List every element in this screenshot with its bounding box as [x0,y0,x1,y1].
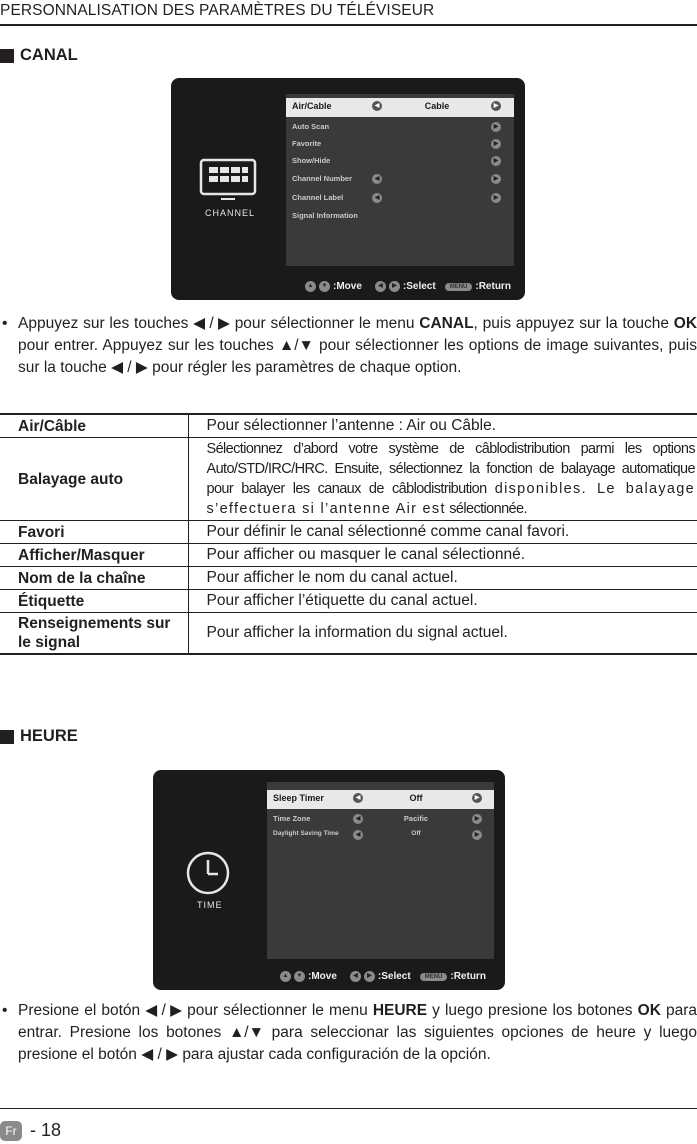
arrow-right-icon: ▶ [472,830,482,840]
up-icon: ▲ [280,971,291,982]
clock-icon [185,850,231,896]
left-right-arrows-icon: ◀ / ▶ [145,1002,183,1019]
arrow-right-icon: ▶ [491,193,501,203]
arrow-left-icon: ◀ [353,814,363,824]
arrow-left-icon: ◀ [353,830,363,840]
heure-menu-screenshot [153,770,505,990]
canal-instructions: • Appuyez sur les touches ◀ / ▶ pour sélectionner le menu CANAL, puis appuyez sur la touche OK pour entrer. Appuyez sur les touches ▲/▼ pour sélectionner les options de image suivantes, puis sur la touche ◀ / ▶ pour régler les paramètres de chaque option. [18,313,697,379]
left-right-arrows-icon: ◀ / ▶ [193,315,230,332]
page-number: - 18 [30,1120,62,1140]
tv-icon-label: CHANNEL [205,208,256,218]
tv-menu-row: Signal Information [292,211,358,220]
right-icon: ▶ [389,281,400,292]
tv-menu-row: Daylight Saving Time ◀ Off ▶ [267,827,494,844]
arrow-right-icon: ▶ [491,156,501,166]
arrow-left-icon: ◀ [372,174,382,184]
tv-menu-row: Favorite ▶ [286,136,514,153]
arrow-left-icon: ◀ [372,101,382,111]
arrow-left-icon: ◀ [353,793,363,803]
tv-menu-row: Time Zone ◀ Pacific ▶ [267,811,494,828]
heure-instructions: • Presione el botón ◀ / ▶ pour sélectionner le menu HEURE y luego presione los botones OK para entrar. Presione los botones ▲/▼ para seleccionar las siguientes opciones de heure y luego presione el botón ◀ / ▶ para ajustar cada configuración de la opción. [18,1000,697,1066]
arrow-right-icon: ▶ [491,174,501,184]
up-icon: ▲ [305,281,316,292]
canal-menu-screenshot [171,78,525,300]
arrow-right-icon: ▶ [472,793,482,803]
tv-menu-footer: ▲ ▼ :Move ◀ ▶ :Select MENU :Return [280,971,486,982]
tv-menu-row: Air/Cable ◀ Cable ▶ [286,98,514,117]
arrow-right-icon: ▶ [491,122,501,132]
tv-channel-icon [199,158,257,202]
tv-menu-row: Sleep Timer ◀ Off ▶ [267,790,494,809]
bullet: • [2,1002,8,1019]
arrow-right-icon: ▶ [472,814,482,824]
bullet: • [2,315,8,332]
right-icon: ▶ [364,971,375,982]
up-down-arrows-icon: ▲/▼ [278,337,314,354]
table-row: Balayage auto Sélectionnez d’abord votre système de câblodistribution parmi les options Auto/STD/IRC/HRC. Ensuite, sélectionnez la fonction de balayage automatique pour balayer les canaux de câblodistribution disponibles. Le balayage s’effectuera si l’antenne Air est sélectionnée. [0,438,697,521]
section-square-icon [0,49,14,63]
canal-options-table [0,413,697,655]
table-row: Air/Câble Pour sélectionner l’antenne : Air ou Câble. [0,414,697,438]
page-header [0,0,697,26]
table-row: Nom de la chaîne Pour afficher le nom du canal actuel. [0,567,697,590]
left-icon: ◀ [350,971,361,982]
tv-menu-footer: ▲ ▼ :Move ◀ ▶ :Select MENU :Return [305,281,511,292]
arrow-right-icon: ▶ [491,139,501,149]
table-row: Renseignements sur le signal Pour afficher la information du signal actuel. [0,613,697,655]
tv-menu-row: Auto Scan ▶ [286,119,514,136]
arrow-left-icon: ◀ [372,193,382,203]
table-row: Afficher/Masquer Pour afficher ou masquer le canal sélectionné. [0,544,697,567]
menu-key-icon: MENU [420,973,448,981]
tv-menu-row: Show/Hide ▶ [286,153,514,170]
table-row: Favori Pour définir le canal sélectionné comme canal favori. [0,521,697,544]
left-right-arrows-icon: ◀ / ▶ [111,359,148,376]
footer-divider [0,1108,697,1109]
tv-menu-row: Channel Label ◀ ▶ [286,190,514,207]
language-badge: Fr [0,1121,22,1141]
left-right-arrows-icon: ◀ / ▶ [141,1046,178,1063]
tv-menu-panel [267,782,494,959]
page-title: PERSONNALISATION DES PARAMÈTRES DU TÉLÉVISEUR [0,2,435,19]
table-row: Étiquette Pour afficher l’étiquette du canal actuel. [0,590,697,613]
section-canal-title: CANAL [0,46,78,65]
arrow-right-icon: ▶ [491,101,501,111]
up-down-arrows-icon: ▲/▼ [228,1024,264,1041]
section-heure-title: HEURE [0,727,78,746]
tv-menu-panel [286,94,514,266]
down-icon: ▼ [319,281,330,292]
section-square-icon [0,730,14,744]
tv-icon-label: TIME [197,900,223,910]
tv-menu-row: Channel Number ◀ ▶ [286,171,514,188]
menu-key-icon: MENU [445,283,473,291]
down-icon: ▼ [294,971,305,982]
left-icon: ◀ [375,281,386,292]
